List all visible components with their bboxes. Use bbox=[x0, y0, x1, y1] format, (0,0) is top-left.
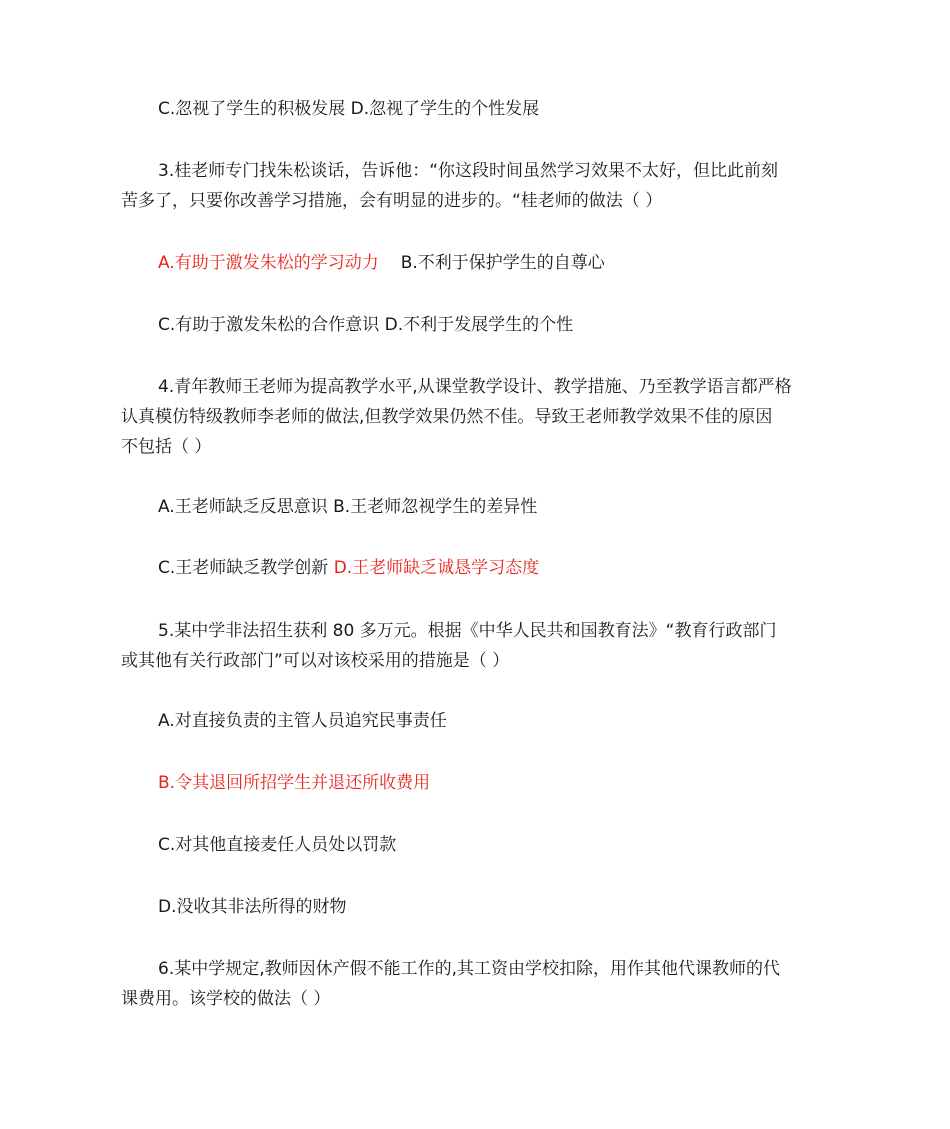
q3-stem-line-2 bbox=[121, 186, 833, 217]
q5-stem-line-2 bbox=[121, 646, 833, 677]
text-line: 5.某中学非法招生获利 80 多万元。根据《中华人民共和国教育法》“教育行政部门 bbox=[158, 621, 777, 641]
text-line: 3.桂老师专门找朱松谈话，告诉他：“你这段时间虽然学习效果不太好，但比此前刻 bbox=[158, 161, 779, 181]
q5-option-a bbox=[158, 706, 833, 737]
q4-stem-line-3 bbox=[121, 432, 833, 463]
text-line: 课费用。该学校的做法（ ） bbox=[121, 989, 331, 1009]
q4-stem-line-2 bbox=[121, 402, 833, 433]
text-line: 4.青年教师王老师为提高教学水平,从课堂教学设计、教学措施、乃至教学语言都严格 bbox=[158, 377, 792, 397]
option-text: B.不利于保护学生的自尊心 bbox=[400, 253, 605, 273]
q3-options-ab bbox=[158, 248, 833, 279]
q6-stem-line-2 bbox=[121, 984, 833, 1015]
q5-option-d bbox=[158, 892, 833, 923]
text-line: 苦多了，只要你改善学习措施，会有明显的进步的。“桂老师的做法（ ） bbox=[121, 191, 663, 211]
text-line: A.王老师缺乏反思意识 B.王老师忽视学生的差异性 bbox=[158, 497, 538, 517]
text-line: 或其他有关行政部门”可以对该校采用的措施是（ ） bbox=[121, 651, 510, 671]
q5-stem-line-1 bbox=[158, 616, 833, 647]
q3-stem-line-1 bbox=[158, 156, 833, 187]
q3-options-cd bbox=[158, 310, 833, 341]
q6-stem-line-1 bbox=[158, 954, 833, 985]
text-line: C.有助于激发朱松的合作意识 D.不利于发展学生的个性 bbox=[158, 315, 574, 335]
text-line: 不包括（ ） bbox=[121, 437, 212, 457]
text-line: 认真模仿特级教师李老师的做法,但教学效果仍然不佳。导致王老师教学效果不佳的原因 bbox=[121, 407, 773, 427]
text-line: A.对直接负责的主管人员追究民事责任 bbox=[158, 711, 447, 731]
q5-option-b bbox=[158, 768, 833, 799]
text-line: C.忽视了学生的积极发展 D.忽视了学生的个性发展 bbox=[158, 99, 540, 119]
correct-answer: D.王老师缺乏诚恳学习态度 bbox=[333, 558, 540, 578]
q5-option-c bbox=[158, 830, 833, 861]
q4-stem-line-1 bbox=[158, 372, 833, 403]
option-text: C.王老师缺乏教学创新 bbox=[158, 558, 334, 578]
correct-answer: B.令其退回所招学生并退还所收费用 bbox=[158, 773, 431, 793]
text-line: C.对其他直接麦任人员处以罚款 bbox=[158, 835, 397, 855]
correct-answer: A.有助于激发朱松的学习动力 bbox=[158, 253, 379, 273]
text-line: 6.某中学规定,教师因休产假不能工作的,其工资由学校扣除，用作其他代课教师的代 bbox=[158, 959, 781, 979]
text-line: D.没收其非法所得的财物 bbox=[158, 897, 347, 917]
q4-options-cd bbox=[158, 553, 833, 584]
q2-options-cd bbox=[158, 94, 833, 125]
q4-options-ab bbox=[158, 492, 833, 523]
